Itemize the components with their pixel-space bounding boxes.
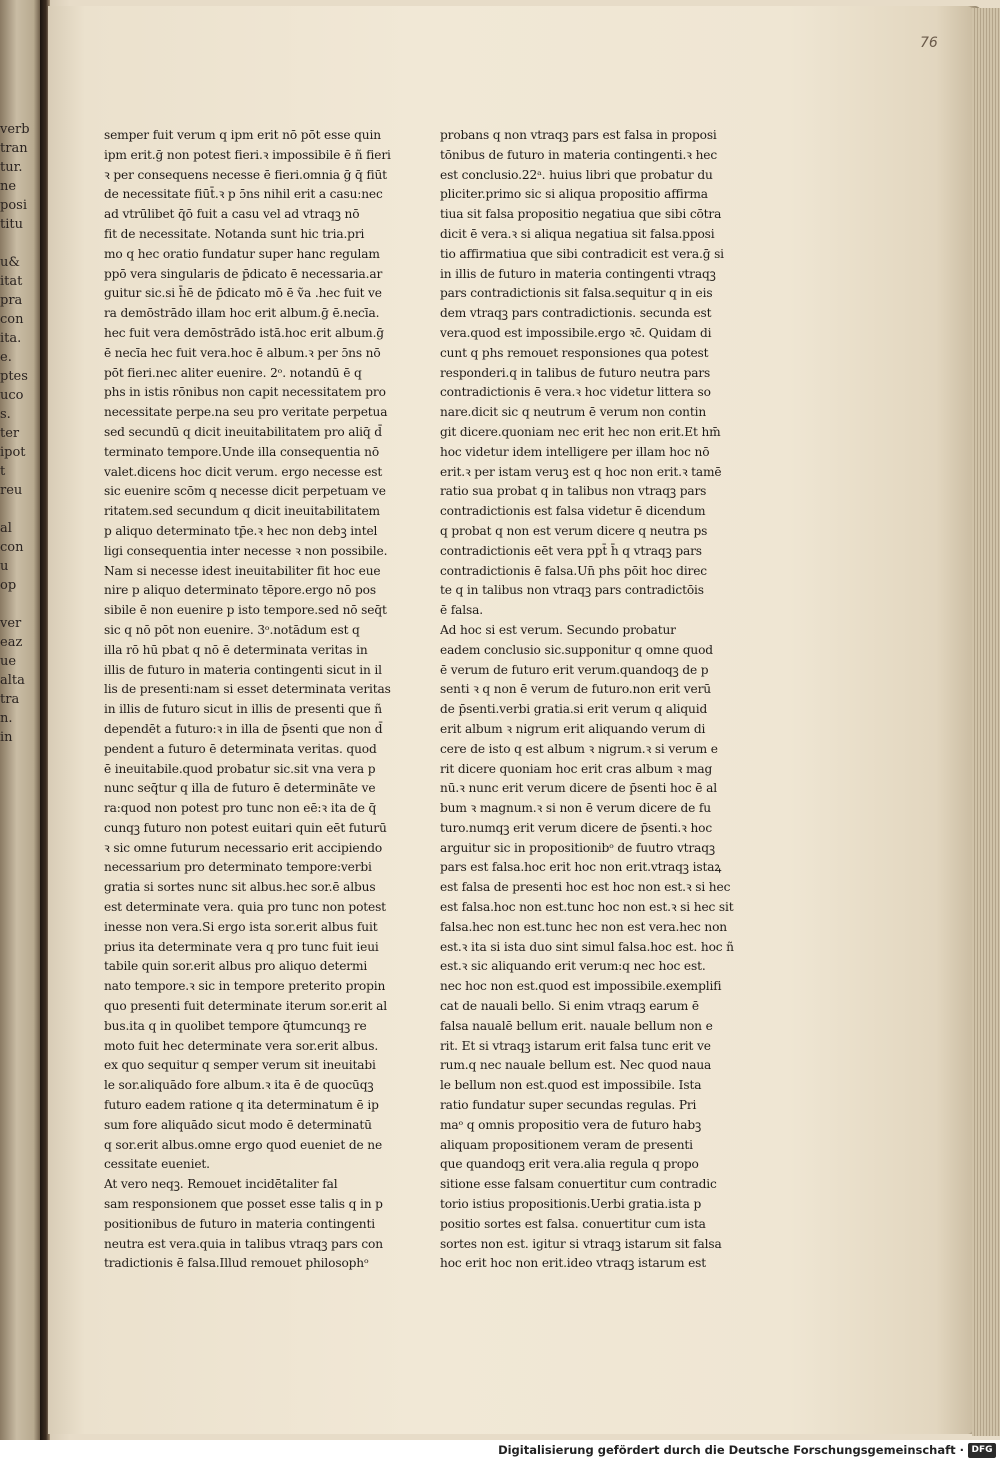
text-line: inesse non vera.Si ergo ista sor.erit albus fuit bbox=[104, 919, 378, 934]
text-line: est conclusio.22ᵃ. huius libri que probatur du bbox=[440, 167, 713, 182]
text-line: que quandoqꝫ erit vera.alia regula q propo bbox=[440, 1157, 699, 1172]
fragment-line: t bbox=[0, 464, 6, 479]
fragment-line: posi bbox=[0, 198, 27, 213]
text-line: le bellum non est.quod est impossibile. Ista bbox=[440, 1078, 702, 1093]
text-line: Nam si necesse idest ineuitabiliter fit hoc eue bbox=[104, 563, 381, 578]
folio-number: 76 bbox=[920, 35, 938, 51]
text-line: rum.q nec nauale bellum est. Nec quod naua bbox=[440, 1058, 712, 1073]
text-line: cunt q phs remouet responsiones qua potest bbox=[440, 345, 709, 360]
footer-credit: Digitalisierung gefördert durch die Deutsche Forschungsgemeinschaft · bbox=[498, 1443, 964, 1457]
text-line: mo q hec oratio fundatur super hanc regulam bbox=[104, 246, 380, 261]
fragment-line: tran bbox=[0, 141, 28, 156]
text-line: bum ꝛ magnum.ꝛ si non ē verum dicere de fu bbox=[440, 801, 711, 816]
fragment-line: eaz bbox=[0, 635, 23, 650]
fragment-line: s. bbox=[0, 407, 11, 422]
text-line: git dicere.quoniam nec erit hec non erit.Et hm̄ bbox=[440, 424, 721, 439]
text-line: cunqꝫ futuro non potest euitari quin eēt futurū bbox=[104, 820, 387, 835]
text-line: eadem conclusio sic.supponitur q omne quod bbox=[440, 642, 713, 657]
fragment-line: con bbox=[0, 312, 24, 327]
text-line: illa rō hū pbat q nō ē determinata veritas in bbox=[104, 642, 368, 657]
left-text-column bbox=[104, 126, 420, 1274]
text-line: tiua sit falsa propositio negatiua que sibi cōtra bbox=[440, 207, 722, 222]
text-line: sed secundū q dicit ineuitabilitatem pro aliq̄ d̄ bbox=[104, 424, 382, 439]
text-line: hec fuit vera demōstrādo istā.hoc erit album.ḡ bbox=[104, 325, 384, 340]
text-line: neutra est vera.quia in talibus vtraqꝫ pars con bbox=[104, 1236, 383, 1251]
text-line: torio istius propositionis.Uerbi gratia.ista p bbox=[440, 1197, 702, 1212]
text-line: probans q non vtraqꝫ pars est falsa in proposi bbox=[440, 128, 717, 142]
text-line: cat de nauali bello. Si enim vtraqꝫ earum ē bbox=[440, 999, 699, 1014]
text-line: ratio sua probat q in talibus non vtraqꝫ pars bbox=[440, 484, 707, 499]
text-line: ppō vera singularis de p̄dicato ē necessaria.ar bbox=[104, 266, 383, 281]
text-line: sibile ē non euenire p isto tempore.sed nō seq̄t bbox=[104, 603, 387, 618]
fragment-line: ipot bbox=[0, 445, 26, 460]
text-line: ad vtrūlibet q̄ō fuit a casu vel ad vtraqꝫ nō bbox=[104, 207, 360, 222]
fragment-line bbox=[0, 500, 32, 519]
text-line: Ad hoc si est verum. Secundo probatur bbox=[440, 622, 676, 637]
fragment-line: op bbox=[0, 578, 17, 593]
fragment-line: pra bbox=[0, 293, 23, 308]
text-line: vera.quod est impossibile.ergo ꝛc̄. Quidam di bbox=[440, 325, 712, 340]
text-line: phs in istis rōnibus non capit necessitatem pro bbox=[104, 385, 386, 400]
text-line: aliquam propositionem veram de presenti bbox=[440, 1137, 693, 1152]
text-line: in illis de futuro in materia contingenti vtraqꝫ bbox=[440, 266, 716, 281]
text-line: ra demōstrādo illam hoc erit album.ḡ ē.necīa. bbox=[104, 306, 380, 321]
text-line: sic q nō pōt non euenire. 3ᵒ.notādum est q bbox=[104, 622, 360, 637]
text-line: tio affirmatiua que sibi contradicit est vera.ḡ si bbox=[440, 246, 724, 261]
footer-bar bbox=[0, 1440, 1000, 1462]
text-line: nare.dicit sic q neutrum ē verum non contin bbox=[440, 405, 707, 420]
fragment-line: ita. bbox=[0, 331, 22, 346]
text-line: de necessitate fiūt̄.ꝛ p ɔ̄ns nihil erit a casu:nec bbox=[104, 187, 383, 202]
text-line: hoc videtur idem intelligere per illam hoc nō bbox=[440, 444, 710, 459]
text-line: nunc seq̄tur q illa de futuro ē determināte ve bbox=[104, 781, 376, 796]
text-line: sortes non est. igitur si vtraqꝫ istarum sit falsa bbox=[440, 1236, 722, 1251]
text-line: pōt fieri.nec aliter euenire. 2ᵒ. notandū ē q bbox=[104, 365, 362, 380]
fragment-line: al bbox=[0, 521, 12, 536]
text-line: quo presenti fuit determinate iterum sor.erit al bbox=[104, 999, 387, 1014]
text-line: futuro eadem ratione q ita determinatum ē ip bbox=[104, 1098, 379, 1113]
text-line: ꝛ per consequens necesse ē fieri.omnia ḡ q̄ fiūt bbox=[104, 167, 387, 182]
text-line: turo.numqꝫ erit verum dicere de p̄senti.ꝛ hoc bbox=[440, 820, 713, 835]
text-line: hoc erit hoc non erit.ideo vtraqꝫ istarum est bbox=[440, 1256, 707, 1271]
fragment-line: alta bbox=[0, 673, 25, 688]
text-line: contradictionis eēt vera ppt̄ h̄ q vtraqꝫ pars bbox=[440, 543, 702, 558]
text-line: pars contradictionis sit falsa.sequitur q in eis bbox=[440, 286, 713, 301]
left-page-edge bbox=[0, 0, 42, 1440]
text-line: terminato tempore.Unde illa consequentia nō bbox=[104, 444, 380, 459]
fragment-line: ptes bbox=[0, 369, 28, 384]
text-line: guitur sic.si h̄ē de p̄dicato mō ē ṽa .hec fuit ve bbox=[104, 286, 382, 301]
text-line: nū.ꝛ nunc erit verum dicere de p̄senti hoc ē al bbox=[440, 781, 717, 796]
fragment-line: ue bbox=[0, 654, 17, 669]
fragment-line: uco bbox=[0, 388, 24, 403]
text-line: p aliquo determinato tp̄e.ꝛ hec non debꝫ intel bbox=[104, 523, 378, 538]
text-line: ipm erit.ḡ non potest fieri.ꝛ impossibile ē ñ fieri bbox=[104, 147, 391, 162]
text-line: maᵒ q omnis propositio vera de futuro habꝫ bbox=[440, 1117, 702, 1132]
dfg-logo: DFG bbox=[968, 1443, 996, 1458]
text-line: rit. Et si vtraqꝫ istarum erit falsa tunc erit ve bbox=[440, 1038, 711, 1053]
text-line: gratia si sortes nunc sit albus.hec sor.ē albus bbox=[104, 880, 376, 895]
text-line: est falsa de presenti hoc est hoc non est.ꝛ si hec bbox=[440, 880, 731, 895]
text-line: ē verum de futuro erit verum.quandoqꝫ de p bbox=[440, 662, 709, 677]
text-line: senti ꝛ q non ē verum de futuro.non erit verū bbox=[440, 682, 711, 697]
fragment-line: in bbox=[0, 730, 13, 745]
text-line: dicit ē vera.ꝛ si aliqua negatiua sit falsa.pposi bbox=[440, 226, 715, 241]
fragment-line: ter bbox=[0, 426, 20, 441]
fragment-line: e. bbox=[0, 350, 12, 365]
fragment-line: tra bbox=[0, 692, 20, 707]
text-line: necessarium pro determinato tempore:verbi bbox=[104, 860, 372, 875]
text-line: nato tempore.ꝛ sic in tempore preterito propin bbox=[104, 979, 386, 994]
text-line: contradictionis ē falsa.Un̄ phs pōit hoc direc bbox=[440, 563, 707, 578]
text-line: moto fuit hec determinate vera sor.erit albus. bbox=[104, 1038, 379, 1053]
text-line: positio sortes est falsa. conuertitur cum ista bbox=[440, 1216, 706, 1231]
fragment-line: u& bbox=[0, 255, 20, 270]
text-line: le sor.aliquādo fore album.ꝛ ita ē de quocūqꝫ bbox=[104, 1078, 374, 1093]
text-line: cere de isto q est album ꝛ nigrum.ꝛ si verum e bbox=[440, 741, 718, 756]
text-line: illis de futuro in materia contingenti sicut in il bbox=[104, 662, 382, 677]
text-line: dependēt a futuro:ꝛ in illa de p̄senti que non d̄ bbox=[104, 721, 383, 736]
text-line: est falsa.hoc non est.tunc hoc non est.ꝛ si hec sit bbox=[440, 900, 734, 915]
text-line: valet.dicens hoc dicit verum. ergo necesse est bbox=[104, 464, 383, 479]
text-line: ē falsa. bbox=[440, 603, 483, 618]
text-line: est determinate vera. quia pro tunc non potest bbox=[104, 900, 386, 915]
text-line: dem vtraqꝫ pars contradictionis. secunda est bbox=[440, 306, 712, 321]
text-line: sum fore aliquādo sicut modo ē determinatū bbox=[104, 1117, 372, 1132]
text-line: q sor.erit albus.omne ergo quod eueniet de ne bbox=[104, 1137, 383, 1152]
text-line: de p̄senti.verbi gratia.si erit verum q aliquid bbox=[440, 702, 708, 717]
text-line: semper fuit verum q ipm erit nō pōt esse quin bbox=[104, 128, 381, 142]
text-line: sic euenire scōm q necesse dicit perpetuam ve bbox=[104, 484, 386, 499]
text-line: pendent a futuro ē determinata veritas. quod bbox=[104, 741, 377, 756]
text-line: responderi.q in talibus de futuro neutra pars bbox=[440, 365, 711, 380]
text-line: tradictionis ē falsa.Illud remouet philosophᵒ bbox=[104, 1256, 369, 1271]
text-line: nire p aliquo determinato tēpore.ergo nō pos bbox=[104, 583, 376, 598]
fragment-line bbox=[0, 234, 32, 253]
fragment-line: ver bbox=[0, 616, 22, 631]
text-line: te q in talibus non vtraqꝫ pars contradictōis bbox=[440, 583, 704, 598]
text-line: fit de necessitate. Notanda sunt hic tria.pri bbox=[104, 226, 365, 241]
text-line: ē ineuitabile.quod probatur sic.sit vna vera p bbox=[104, 761, 376, 776]
fragment-line: ne bbox=[0, 179, 17, 194]
fragment-line: reu bbox=[0, 483, 23, 498]
right-text-column bbox=[440, 126, 765, 1274]
text-line: erit.ꝛ per istam veruꝫ est q hoc non erit.ꝛ tamē bbox=[440, 464, 722, 479]
text-line: falsa naualē bellum erit. nauale bellum non e bbox=[440, 1018, 713, 1033]
text-line: tabile quin sor.erit albus pro aliquo determi bbox=[104, 959, 368, 974]
fragment-line: titu bbox=[0, 217, 23, 232]
text-line: falsa.hec non est.tunc hec non est vera.hec non bbox=[440, 919, 727, 934]
text-line: ex quo sequitur q semper verum sit ineuitabi bbox=[104, 1058, 376, 1073]
fragment-line bbox=[0, 595, 32, 614]
text-line: rit dicere quoniam hoc erit cras album ꝛ mag bbox=[440, 761, 713, 776]
text-line: erit album ꝛ nigrum erit aliquando verum di bbox=[440, 721, 706, 736]
fragment-line: n. bbox=[0, 711, 13, 726]
text-line: tōnibus de futuro in materia contingenti.ꝛ hec bbox=[440, 147, 718, 162]
text-line: At vero neqꝫ. Remouet incidētaliter fal bbox=[104, 1177, 338, 1192]
text-line: positionibus de futuro in materia contingenti bbox=[104, 1216, 375, 1231]
text-line: est.ꝛ sic aliquando erit verum:q nec hoc est. bbox=[440, 959, 706, 974]
text-line: nec hoc non est.quod est impossibile.exemplifi bbox=[440, 979, 722, 994]
fragment-line: tur. bbox=[0, 160, 23, 175]
text-line: ꝛ sic omne futurum necessario erit accipiendo bbox=[104, 840, 383, 855]
fragment-line: u bbox=[0, 559, 9, 574]
text-line: ritatem.sed secundum q dicit ineuitabilitatem bbox=[104, 504, 380, 519]
text-line: q probat q non est verum dicere q neutra ps bbox=[440, 523, 708, 538]
text-line: ratio fundatur super secundas regulas. Pri bbox=[440, 1098, 697, 1113]
left-page-text-fragments bbox=[0, 120, 32, 747]
text-line: necessitate perpe.na seu pro veritate perpetua bbox=[104, 405, 388, 420]
text-line: ligi consequentia inter necesse ꝛ non possibile. bbox=[104, 543, 388, 558]
text-line: in illis de futuro sicut in illis de presenti que ñ bbox=[104, 702, 382, 717]
text-line: cessitate eueniet. bbox=[104, 1157, 210, 1172]
text-line: sitione esse falsam conuertitur cum contradic bbox=[440, 1177, 717, 1192]
text-line: contradictionis ē vera.ꝛ hoc videtur littera so bbox=[440, 385, 711, 400]
text-line: arguitur sic in propositionibᵒ de fuutro vtraqꝫ bbox=[440, 840, 715, 855]
fragment-line: itat bbox=[0, 274, 23, 289]
text-line: sam responsionem que posset esse talis q in p bbox=[104, 1197, 383, 1212]
text-line: pliciter.primo sic si aliqua propositio affirma bbox=[440, 187, 708, 202]
text-line: pars est falsa.hoc erit hoc non erit.vtraqꝫ istaꝝ bbox=[440, 860, 722, 875]
fragment-line: con bbox=[0, 540, 24, 555]
text-line: bus.ita q in quolibet tempore q̄tumcunqꝫ re bbox=[104, 1018, 367, 1033]
text-line: lis de presenti:nam si esset determinata veritas bbox=[104, 682, 391, 697]
page-edge-stack bbox=[972, 8, 1000, 1436]
text-line: contradictionis est falsa videtur ē dicendum bbox=[440, 504, 706, 519]
text-line: ra:quod non potest pro tunc non eē:ꝛ ita de q̄ bbox=[104, 801, 377, 816]
text-line: est.ꝛ ita si ista duo sint simul falsa.hoc est. hoc ñ bbox=[440, 939, 734, 954]
text-line: ē necīa hec fuit vera.hoc ē album.ꝛ per ɔ̄ns nō bbox=[104, 345, 381, 360]
text-line: prius ita determinate vera q pro tunc fuit ieui bbox=[104, 939, 379, 954]
fragment-line: verb bbox=[0, 122, 30, 137]
